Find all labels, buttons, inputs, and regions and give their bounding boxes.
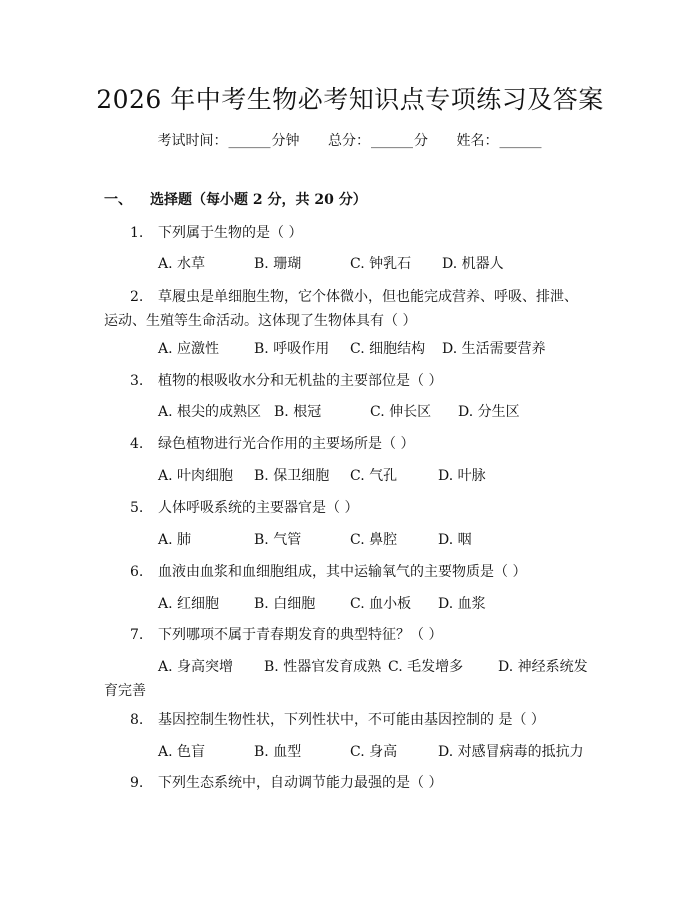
option-a: A. 身高突增: [158, 659, 234, 675]
option-a: A. 色盲: [158, 744, 206, 760]
option-d: D. 生活需要营养: [442, 341, 546, 357]
option-d-continuation: 育完善: [104, 683, 146, 699]
time-unit: 分钟: [271, 133, 300, 149]
score-unit: 分: [414, 133, 428, 149]
option-b: B. 呼吸作用: [254, 341, 330, 357]
option-c: C. 细胞结构: [350, 341, 426, 357]
time-label: 考试时间：: [157, 133, 228, 149]
question-number: 5.: [130, 500, 144, 516]
option-d: D. 分生区: [458, 404, 520, 420]
option-c: C. 气孔: [350, 468, 398, 484]
question-6: [130, 562, 526, 582]
name-label: 姓名：: [456, 133, 499, 149]
option-c: C. 钟乳石: [350, 256, 412, 272]
question-3: [130, 371, 442, 391]
option-d: D. 神经系统发: [498, 659, 588, 675]
name-blank: ______: [499, 133, 542, 149]
section-number: 一、: [104, 192, 132, 208]
question-text: 植物的根吸收水分和无机盐的主要部位是（ ）: [158, 373, 443, 389]
score-blank: ______: [371, 133, 413, 149]
option-b: B. 白细胞: [254, 596, 316, 612]
question-8: [130, 710, 545, 730]
option-c: C. 血小板: [350, 596, 412, 612]
option-a: A. 应激性: [158, 341, 220, 357]
question-number: 2.: [130, 289, 144, 305]
option-b: B. 根冠: [274, 404, 322, 420]
question-number: 3.: [130, 373, 144, 389]
option-d: D. 对感冒病毒的抵抗力: [438, 744, 584, 760]
question-1: [130, 223, 302, 243]
option-a: A. 肺: [158, 532, 192, 548]
exam-time: [158, 131, 300, 151]
question-2: [104, 285, 590, 333]
student-name: [456, 131, 542, 151]
question-number: 9.: [130, 775, 144, 791]
question-7-options: [104, 655, 594, 703]
option-b: B. 气管: [254, 532, 302, 548]
option-d: D. 机器人: [442, 256, 504, 272]
time-blank: ______: [228, 133, 271, 149]
question-text: 草履虫是单细胞生物，它个体微小，但也能完成营养、呼吸、排泄、运动、生殖等生命活动。这体现了生物体具有（ ）: [104, 289, 578, 329]
question-text: 基因控制生物性状，下列性状中，不可能由基因控制的 是（ ）: [158, 712, 545, 728]
total-score: [328, 131, 428, 151]
option-d: D. 咽: [438, 532, 472, 548]
option-b: B. 血型: [254, 744, 302, 760]
question-number: 1.: [130, 225, 144, 241]
option-a: A. 水草: [158, 256, 206, 272]
question-text: 下列哪项不属于青春期发育的典型特征？（ ）: [158, 627, 443, 643]
option-b: B. 珊瑚: [254, 256, 302, 272]
section-heading: [104, 190, 367, 210]
page-title: 2026 年中考生物必考知识点专项练习及答案: [96, 85, 604, 114]
section-title: 选择题（每小题 2 分，共 20 分）: [150, 192, 367, 208]
option-d: D. 血浆: [438, 596, 486, 612]
question-number: 7.: [130, 627, 144, 643]
options-row: [104, 655, 594, 679]
option-c: C. 鼻腔: [350, 532, 398, 548]
option-c: C. 身高: [350, 744, 398, 760]
option-b: B. 性器官发育成熟: [264, 659, 382, 675]
question-number: 4.: [130, 436, 144, 452]
question-4: [130, 434, 414, 454]
exam-meta: [0, 131, 700, 151]
question-7: [130, 625, 442, 645]
question-number: 6.: [130, 564, 144, 580]
question-text: 下列生态系统中，自动调节能力最强的是（ ）: [158, 775, 443, 791]
option-d: D. 叶脉: [438, 468, 486, 484]
question-5: [130, 498, 358, 518]
score-label: 总分：: [328, 133, 370, 149]
question-text: 绿色植物进行光合作用的主要场所是（ ）: [158, 436, 415, 452]
question-number: 8.: [130, 712, 144, 728]
question-9: [130, 773, 442, 793]
option-a: A. 根尖的成熟区: [158, 404, 262, 420]
option-c: C. 伸长区: [370, 404, 432, 420]
option-a: A. 红细胞: [158, 596, 220, 612]
option-c: C. 毛发增多: [388, 659, 464, 675]
question-text: 人体呼吸系统的主要器官是（ ）: [158, 500, 359, 516]
question-text: 下列属于生物的是（ ）: [158, 225, 303, 241]
option-a: A. 叶肉细胞: [158, 468, 234, 484]
option-b: B. 保卫细胞: [254, 468, 330, 484]
question-text: 血液由血浆和血细胞组成，其中运输氧气的主要物质是（ ）: [158, 564, 527, 580]
